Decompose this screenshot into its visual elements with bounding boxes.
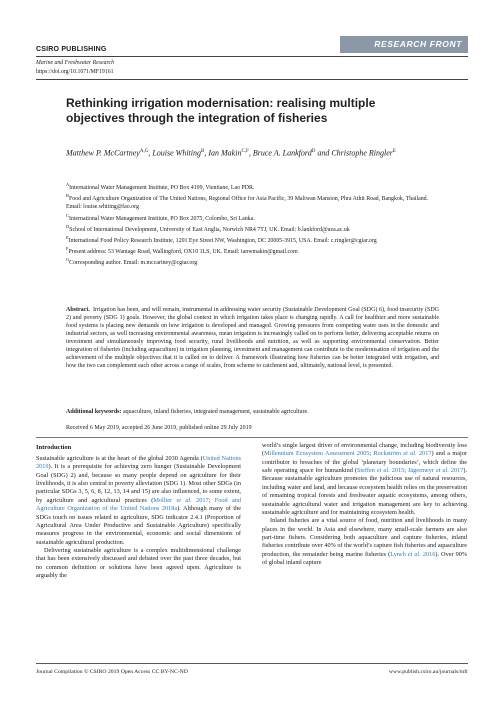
citation-link[interactable]: United Nations 2019: [36, 455, 241, 471]
affiliation-mark: B: [66, 193, 69, 199]
author-name: Christophe Ringler: [331, 148, 393, 158]
citation-link[interactable]: 2017: [416, 450, 432, 458]
intro-heading: Introduction: [36, 444, 72, 451]
affiliation-mark: F: [66, 246, 69, 252]
affiliation-text: International Food Policy Research Institute, 1201 Eye Street NW, Washington, DC 20005-3915, USA. Email: c.ringler@cgiar.org: [68, 237, 377, 244]
affiliation-text: International Water Management Institute, PO Box 2075, Colombo, Sri Lanka.: [68, 215, 255, 222]
keywords: [66, 408, 439, 416]
citation-link[interactable]: Steffen: [356, 467, 377, 475]
abstract-text: Irrigation has been, and will remain, instrumental in addressing water security (Sustainable Development Goal (SDG) 6), food insecurity (SDG 2) and poverty (SDG 1) goals. However, the global context in which irrigation takes place is changing rapidly. A call for healthier and more sustainable food systems is placing new demands on how irrigation is developed and managed. Growing pressures from competing water uses in the domestic and industrial sectors, as well increasing environmental awareness, mean irrigation is increasingly called on to perform better, delivering acceptable returns on investment and simultaneously improving food security, rural livelihoods and nutrition, as well as supporting environmental conservation. Better integration of fisheries (including aquaculture) in irrigation planning, investment and management can contribute to the modernisation of irrigation and the achievement of the multiple objectives that it is called on to deliver. A framework illustrating how fisheries can be better integrated with irrigation, and how the two can complement each other across a range of scales, from scheme to catchment and, ultimately, national level, is presented.: [66, 307, 439, 370]
section-banner: RESEARCH FRONT: [340, 36, 468, 53]
author-affiliation-mark: A,G: [139, 149, 149, 154]
author-name: Bruce A. Lankford: [252, 148, 312, 158]
citation-link[interactable]: 2015: [389, 467, 405, 475]
doi-link[interactable]: https://doi.org/10.1071/MF19161: [36, 69, 114, 75]
affiliation-item: [66, 234, 436, 245]
author-affiliation-mark: C,F: [241, 149, 249, 154]
article-title: Rethinking irrigation modernisation: realising multiple objectives through the integration of fisheries: [66, 96, 376, 125]
affiliation-text: Food and Agriculture Organization of The United Nations, Regional Office for Asia Pacific, 39 Maliwan Mansion, Phra Athit Road, Bangkok, Thailand. Email: louise.whiting@fao.org: [66, 196, 429, 211]
affiliation-item: [66, 223, 436, 234]
affiliation-item: [66, 256, 436, 267]
citation-link[interactable]: et al.: [435, 467, 449, 475]
citation-link[interactable]: et al.: [407, 550, 421, 558]
footer-copyright: Journal Compilation © CSIRO 2019 Open Access CC BY-NC-ND: [36, 669, 188, 675]
author-affiliation-mark: B: [201, 149, 205, 154]
citation-link[interactable]: 2017: [448, 467, 464, 475]
citation-link[interactable]: Lynch: [390, 550, 408, 558]
citation-link[interactable]: et al.: [376, 467, 390, 475]
affiliation-mark: E: [66, 234, 69, 240]
body-column-left: [36, 455, 241, 580]
affiliation-mark: D: [66, 223, 70, 229]
journal-name: Marine and Freshwater Research: [36, 60, 114, 66]
affiliation-text: Corresponding author. Email: m.mccartney@cgiar.org: [69, 260, 198, 267]
abstract: [66, 306, 439, 370]
citation-link[interactable]: et al.: [176, 496, 192, 504]
affiliation-item: [66, 245, 436, 256]
keywords-label: Additional keywords:: [66, 409, 122, 415]
paragraph: Delivering sustainable agriculture is a complex multidimensional challenge that has been extensively discussed and debated over the past three decades, but no common definition or solutions have been agreed upon. Agriculture is arguably the: [36, 546, 241, 580]
paragraph: Sustainable agriculture is at the heart of the global 2030 Agenda (United Nations 2019). It is a prerequisite for achieving zero hunger (Sustainable Development Goal (SDG) 2) and, because so many people depend on agriculture for their livelihoods, it is also central to poverty alleviation (SDG 1). Most other SDGs (in particular SDGs 3, 5, 6, 8, 12, 13, 14 and 15) are also influenced, to some extent, by agriculture and agricultural practices (Mollier et al. 2017; Food and Agriculture Organization of the United Nations 2018a). Although many of the SDGs touch on issues related to agriculture, SDG indicator 2.4.1 (Proportion of Agricultural Area Under Productive and Sustainable Agriculture) specifically measures progress in the environmental, economic and social dimensions of sustainable agricultural production.: [36, 455, 241, 546]
body-rule: [36, 437, 468, 438]
affiliation-mark: A: [66, 182, 70, 187]
citation-link[interactable]: Food and Agriculture Organization of the United Nations 2018a: [36, 496, 241, 513]
affiliation-mark: C: [66, 212, 69, 218]
author-name: Louise Whiting: [152, 148, 201, 158]
author-name: Ian Makin: [208, 148, 242, 158]
footer-rule: [36, 663, 468, 664]
affiliation-text: School of International Development, University of East Anglia, Norwich NR4 7TJ, UK. Email: b.lankford@uea.ac.uk: [69, 226, 350, 233]
header-rule: [36, 56, 468, 57]
author-name: Matthew P. McCartney: [66, 148, 140, 158]
citation-link[interactable]: et al.: [403, 450, 417, 458]
citation-link[interactable]: Rockström: [373, 450, 404, 458]
affiliation-text: Present address: 53 Wantage Road, Wallingford, OX10 1LS, UK. Email: ianwmakin@gmail.com: [68, 249, 298, 256]
citation-link[interactable]: 2017: [191, 496, 209, 504]
citation-link[interactable]: Mollier: [153, 496, 177, 504]
received-dates: Received 6 May 2019, accepted 26 June 2019, published online 29 July 2019: [66, 425, 252, 431]
abstract-label: Abstract.: [66, 307, 90, 313]
paragraph: Inland fisheries are a vital source of food, nutrition and livelihoods in many places in the world. In Asia and elsewhere, many small-scale farmers are also part-time fishers. Considering both aquaculture and capture fisheries, inland fisheries contribute over 40% of the world’s capture fish fisheries and aquaculture production, the remainder being marine fisheries (Lynch et al. 2016). Over 90% of global inland capture: [262, 517, 468, 567]
author-affiliation-mark: D: [311, 149, 316, 154]
keywords-text: aquaculture, inland fisheries, integrated management, sustainable agriculture.: [123, 409, 309, 415]
citation-link[interactable]: Jägermeyr: [407, 467, 436, 475]
doi-rule: [36, 79, 468, 80]
author-list: Matthew P. McCartney$^{A,G}$, Louise Whiting$^B$, Ian Makin$^{C,F}$, Bruce A. Lankford$^D$ and Christophe Ringler$^E$: [66, 148, 396, 158]
author-affiliation-mark: E: [392, 149, 396, 154]
paragraph: world’s single largest driver of environmental change, including biodiversity loss (Millennium Ecosystem Assessment 2005; Rockström et al. 2017) and a major contributor to breaches of the global ‘planetary boundaries’, which define the safe operating space for humankind (Steffen et al. 2015; Jägermeyr et al. 2017). Because sustainable agriculture promotes the judicious use of natural resources, including water and land, and because ecosystem health relies on the preservation of remaining tropical forests and freshwater aquatic ecosystems, among others, sustainable agricultural water and irrigation management are key to achieving sustainable agriculture and for maintaining ecosystem health.: [262, 442, 468, 516]
publisher-name: CSIRO PUBLISHING: [36, 46, 107, 53]
affiliation-item: [66, 192, 436, 211]
footer-url[interactable]: www.publish.csiro.au/journals/mfr: [388, 669, 468, 675]
body-column-right: [262, 442, 467, 567]
affiliation-item: [66, 181, 436, 192]
affiliation-text: International Water Management Institute, PO Box 4199, Vientiane, Lao PDR.: [69, 184, 255, 191]
citation-link[interactable]: Millennium Ecosystem Assessment 2005: [264, 450, 370, 458]
affiliation-item: [66, 212, 436, 223]
affiliation-mark: G: [66, 257, 70, 263]
citation-link[interactable]: 2016: [420, 550, 436, 558]
affiliation-list: [66, 181, 436, 267]
